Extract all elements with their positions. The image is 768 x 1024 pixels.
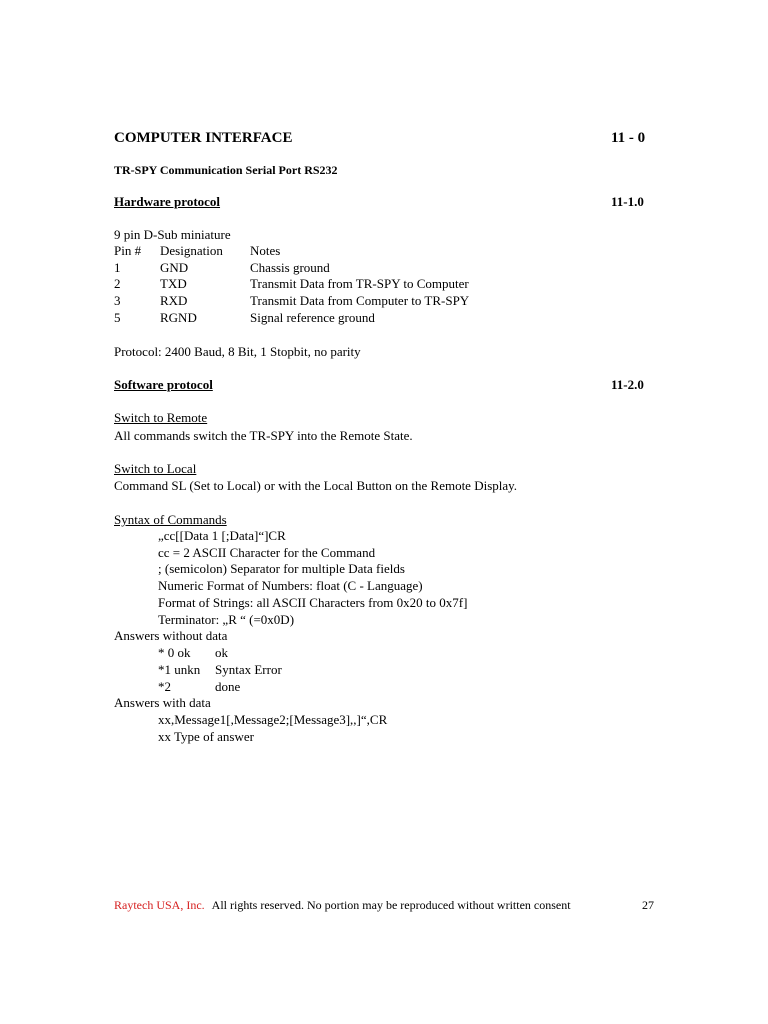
syntax-heading: Syntax of Commands [114, 512, 227, 527]
footer-company: Raytech USA, Inc. [114, 898, 205, 912]
local-text: Command SL (Set to Local) or with the Local Button on the Remote Display. [114, 478, 518, 493]
answer-code: * 0 ok [158, 645, 191, 660]
syntax-line: Numeric Format of Numbers: float (C - Language) [158, 578, 423, 593]
local-heading: Switch to Local [114, 461, 197, 476]
answer-format-line: xx,Message1[,Message2;[Message3],,]“,CR [158, 712, 388, 727]
page-number: 27 [642, 898, 654, 912]
remote-text: All commands switch the TR-SPY into the Remote State. [114, 428, 413, 443]
syntax-line: Format of Strings: all ASCII Characters from 0x20 to 0x7f] [158, 595, 468, 610]
protocol-text: Protocol: 2400 Baud, 8 Bit, 1 Stopbit, no parity [114, 344, 361, 359]
pin-designation: RXD [160, 293, 188, 308]
pin-notes: Chassis ground [250, 260, 330, 275]
connector-text: 9 pin D-Sub miniature [114, 227, 231, 242]
software-heading: Software protocol [114, 377, 213, 392]
pin-number: 5 [114, 310, 121, 325]
pin-notes: Transmit Data from TR-SPY to Computer [250, 276, 469, 291]
pin-designation: GND [160, 260, 189, 275]
syntax-line: Terminator: „R “ (=0x0D) [158, 612, 295, 627]
pin-number: 3 [114, 293, 121, 308]
notes-header: Notes [250, 243, 281, 258]
pin-notes: Signal reference ground [250, 310, 375, 325]
pin-number: 1 [114, 260, 121, 275]
footer-notice: All rights reserved. No portion may be reproduced without written consent [211, 898, 571, 912]
page-title: COMPUTER INTERFACE [114, 130, 293, 146]
answer-code: *1 unkn [158, 662, 201, 677]
syntax-line: „cc[[Data 1 [;Data]“]CR [158, 528, 286, 543]
answer-meaning: Syntax Error [215, 662, 282, 677]
answer-meaning: ok [215, 645, 228, 660]
remote-heading: Switch to Remote [114, 410, 208, 425]
pin-header: Pin # [114, 243, 142, 258]
pin-designation: RGND [160, 310, 197, 325]
document-subtitle: TR-SPY Communication Serial Port RS232 [114, 163, 338, 177]
answer-format-line: xx Type of answer [158, 729, 254, 744]
hardware-heading: Hardware protocol [114, 194, 221, 209]
designation-header: Designation [160, 243, 223, 258]
answer-meaning: done [215, 679, 241, 694]
pin-designation: TXD [160, 276, 187, 291]
hardware-number: 11-1.0 [611, 194, 644, 209]
syntax-line: ; (semicolon) Separator for multiple Data fields [158, 561, 405, 576]
answer-code: *2 [158, 679, 171, 694]
section-number: 11 - 0 [611, 130, 646, 146]
software-number: 11-2.0 [611, 377, 644, 392]
answers-with-heading: Answers with data [114, 695, 211, 710]
syntax-line: cc = 2 ASCII Character for the Command [158, 545, 376, 560]
pin-notes: Transmit Data from Computer to TR-SPY [250, 293, 470, 308]
footer [114, 898, 571, 913]
pin-number: 2 [114, 276, 121, 291]
answers-without-heading: Answers without data [114, 628, 228, 643]
